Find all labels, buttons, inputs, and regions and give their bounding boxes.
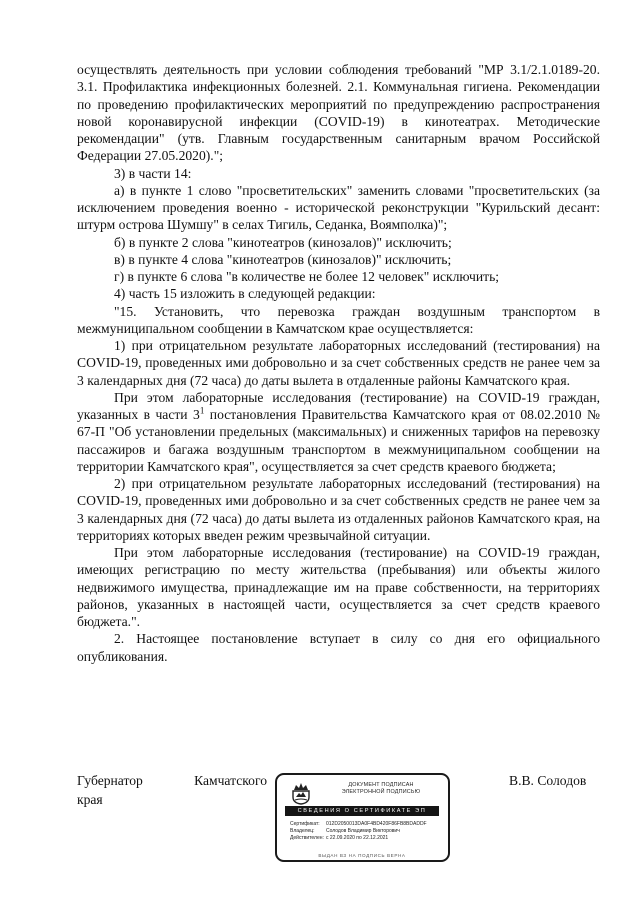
stamp-title [321,782,441,796]
paragraph: "15. Установить, что перевозка граждан воздушным транспортом в межмуниципальном сообщении в Камчатском крае осуществляется: [77,303,600,336]
paragraph [77,389,600,475]
signatory-position [77,771,267,809]
paragraph: в) в пункте 4 слова "кинотеатров (кинозалов)" исключить; [114,251,452,267]
cert-label: Сертификат: [290,821,320,827]
valid-label: Действителен: [290,835,324,841]
paragraph: 3) в части 14: [114,165,192,181]
certificate-details [290,821,427,842]
stamp-header-bar: СВЕДЕНИЯ О СЕРТИФИКАТЕ ЭП [285,806,439,816]
paragraph: При этом лабораторные исследования (тестирование) на COVID-19 граждан, имеющих регистрацию по месту жительства (пребывания) или объекты жилого недвижимого имущества, принадлежащие им на праве собственности, на территориях районов, указанных в настоящей части, осуществляется за счет средств краевого бюджета.". [77,545,600,629]
cert-value: 012D2050013DA0F4BD420F86FB8BDADDF [326,821,427,827]
paragraph: г) в пункте 6 слова "в количестве не более 12 человек" исключить; [114,269,500,284]
owner-label: Владелец: [290,828,315,834]
paragraph: осуществлять деятельность при условии соблюдения требований "МР 3.1/2.1.0189-20. 3.1. Профилактика инфекционных болезней. 2.1. Коммунальная гигиена. Рекомендации по проведению профилактических мероприятий по предупреждению распространения новой коронавирусной инфекции (COVID-19) в кинотеатрах. Методические рекомендации" (утв. Главным государственным санитарным врачом Российской Федерации 27.05.2020)."; [77,62,600,164]
paragraph: б) в пункте 2 слова "кинотеатров (кинозалов)" исключить; [114,234,452,250]
paragraph: а) в пункте 1 слово "просветительских" заменить словами "просветительских (за исключением проведения военно - исторической реконструкции "Курильский десант: штурм острова Шумшу" в селах Тигиль, Седанка, Воямполка)"; [77,182,600,233]
paragraph-text: При этом лабораторные исследования (тестирование) на COVID-19 граждан, указанных в части 3 [77,389,600,422]
stamp-title-line: ДОКУМЕНТ ПОДПИСАН [348,782,414,788]
paragraph-text: постановления Правительства Камчатского края от 08.02.2010 № 67-П "Об установлении предельных (максимальных) и сниженных тарифов на перевозку пассажиров и багажа воздушным транспортом в межмуниципальном сообщении на территории Камчатского края", осуществляется за счет средств краевого бюджета; [77,407,600,474]
valid-value: с 22.09.2020 по 22.12.2021 [326,835,389,841]
signatory-name: В.В. Солодов [509,773,587,788]
paragraph: 4) часть 15 изложить в следующей редакции: [114,286,376,302]
position-word: края [77,792,103,807]
owner-value: Солодов Владимир Викторович [326,828,400,834]
document-body [77,61,600,665]
position-word: Камчатского [194,773,267,788]
paragraph: 2. Настоящее постановление вступает в силу со дня его официального опубликования. [77,631,600,664]
stamp-title-line: ЭЛЕКТРОННОЙ ПОДПИСЬЮ [341,789,421,795]
stamp-footer: ВЫДАН ВЗ НА ПОДПИСЬ ВЕРНА [318,853,406,858]
superscript: 1 [199,405,205,416]
electronic-signature-stamp [275,773,450,862]
paragraph: 1) при отрицательном результате лабораторных исследований (тестирования) на COVID-19, проведенных ими добровольно и за счет собственных средств не ранее чем за 3 календарных дня (72 часа) до даты вылета в отдаленные районы Камчатского края. [77,338,600,388]
coat-of-arms-icon [290,781,312,805]
paragraph: 2) при отрицательном результате лабораторных исследований (тестирования) на COVID-19, проведенных ими добровольно и за счет собственных средств не ранее чем за 3 календарных дня (72 часа) до даты вылета из отдаленных районов Камчатского края, на территориях которых введен режим чрезвычайной ситуации. [77,476,600,543]
position-word: Губернатор [77,773,143,788]
